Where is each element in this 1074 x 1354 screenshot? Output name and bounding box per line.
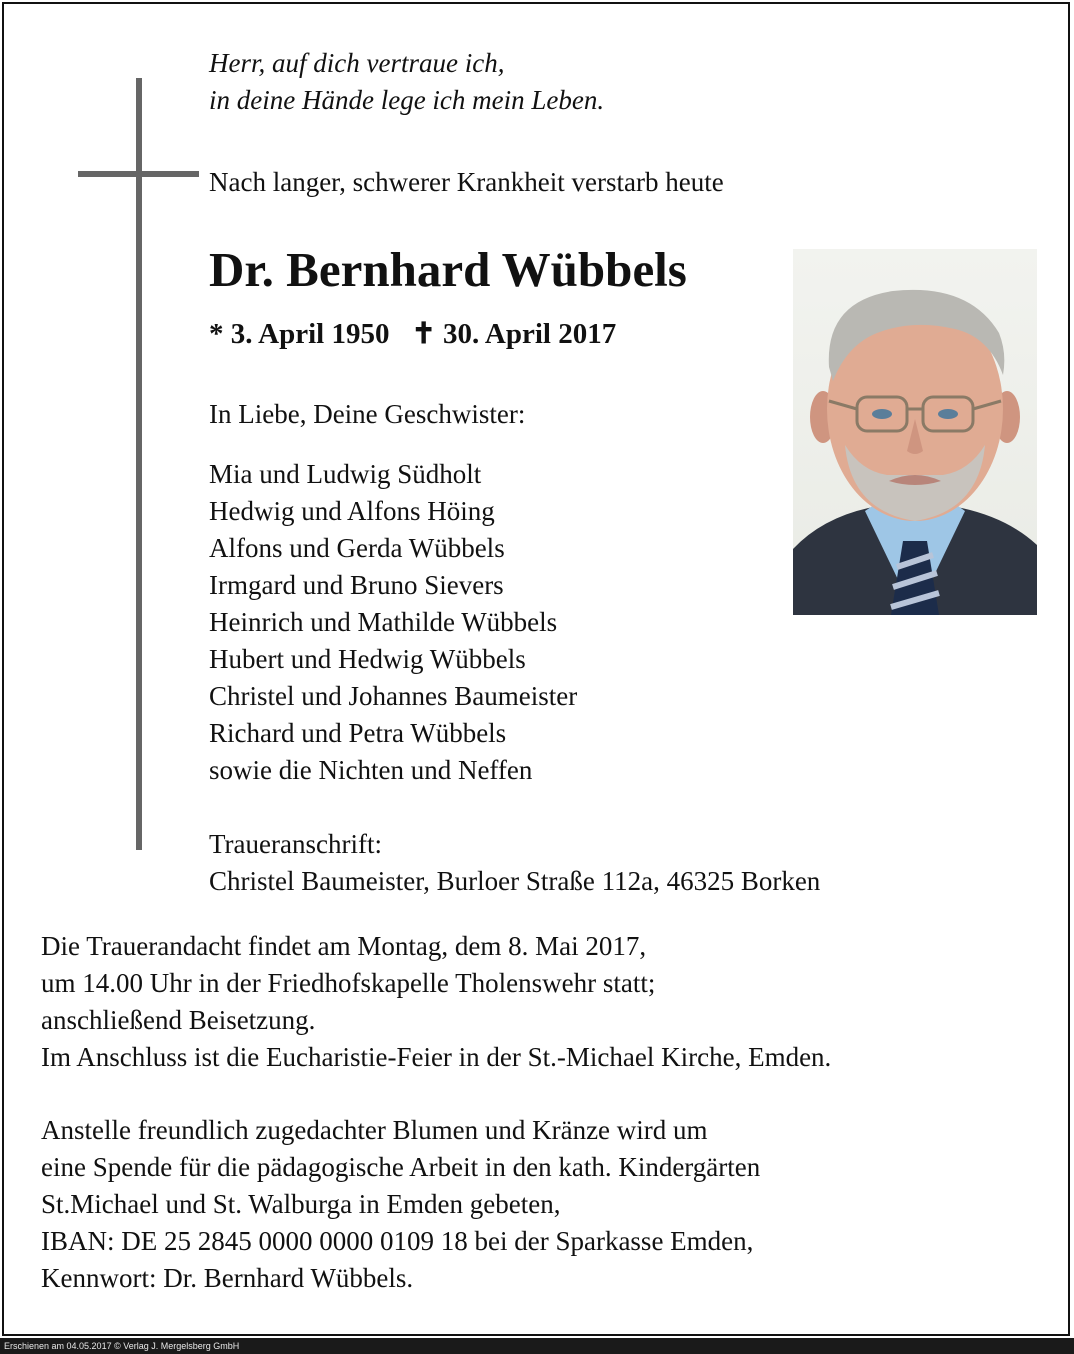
donation-line: Kennwort: Dr. Bernhard Wübbels. <box>41 1263 414 1293</box>
portrait-photo <box>793 249 1037 615</box>
family-member: Mia und Ludwig Südholt <box>209 459 482 489</box>
family-member: Richard und Petra Wübbels <box>209 718 507 748</box>
address-value: Christel Baumeister, Burloer Straße 112a, 46325 Borken <box>209 866 821 896</box>
verse-line: Herr, auf dich vertraue ich, <box>209 48 505 78</box>
service-info <box>41 928 831 1076</box>
family-member: Alfons und Gerda Wübbels <box>209 533 505 563</box>
service-line: anschließend Beisetzung. <box>41 1005 316 1035</box>
closing-line: In Liebe, Deine Geschwister: <box>209 399 526 429</box>
service-line: Im Anschluss ist die Eucharistie-Feier in der St.-Michael Kirche, Emden. <box>41 1042 832 1072</box>
birth-date: * 3. April 1950 <box>209 318 390 350</box>
family-member: Christel und Johannes Baumeister <box>209 681 578 711</box>
address-label: Traueranschrift: <box>209 829 382 859</box>
donation-line: St.Michael und St. Walburga in Emden gebeten, <box>41 1189 561 1219</box>
bible-verse <box>209 45 604 119</box>
service-line: um 14.00 Uhr in der Friedhofskapelle Tholenswehr statt; <box>41 968 656 998</box>
death-date: ✝ 30. April 2017 <box>411 318 617 350</box>
family-member: sowie die Nichten und Neffen <box>209 755 533 785</box>
mourning-address <box>209 826 820 900</box>
cross-vertical-bar <box>136 78 142 850</box>
life-dates <box>209 316 616 353</box>
verse-line: in deine Hände lege ich mein Leben. <box>209 85 605 115</box>
publication-footer: Erschienen am 04.05.2017 © Verlag J. Mergelsberg GmbH <box>0 1338 1074 1354</box>
donation-line: eine Spende für die pädagogische Arbeit in den kath. Kindergärten <box>41 1152 761 1182</box>
family-member: Hedwig und Alfons Höing <box>209 496 495 526</box>
deceased-name: Dr. Bernhard Wübbels <box>209 242 687 297</box>
family-member: Heinrich und Mathilde Wübbels <box>209 607 558 637</box>
donation-line: IBAN: DE 25 2845 0000 0000 0109 18 bei der Sparkasse Emden, <box>41 1226 754 1256</box>
intro-text: Nach langer, schwerer Krankheit verstarb heute <box>209 167 724 197</box>
donation-info <box>41 1112 760 1297</box>
service-line: Die Trauerandacht findet am Montag, dem 8. Mai 2017, <box>41 931 647 961</box>
family-member: Irmgard und Bruno Sievers <box>209 570 504 600</box>
family-member: Hubert und Hedwig Wübbels <box>209 644 526 674</box>
donation-line: Anstelle freundlich zugedachter Blumen und Kränze wird um <box>41 1115 708 1145</box>
cross-horizontal-bar <box>78 171 199 177</box>
family-list <box>209 456 577 789</box>
portrait-illustration <box>793 249 1037 615</box>
